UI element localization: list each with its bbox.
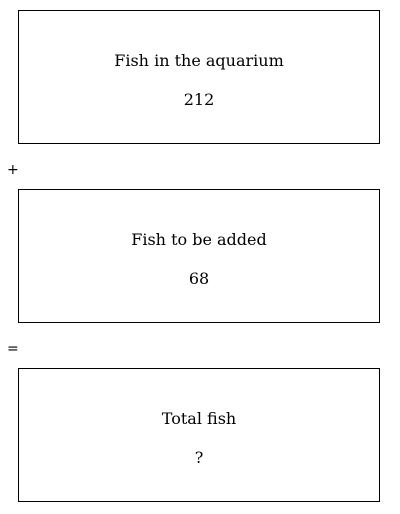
fish-to-be-added-box <box>18 189 380 323</box>
fish-in-aquarium-box <box>18 10 380 144</box>
fish-to-be-added-label: Fish to be added <box>131 230 267 249</box>
fish-to-be-added-value: 68 <box>188 269 210 288</box>
total-fish-label: Total fish <box>161 409 237 428</box>
plus-operator: + <box>7 162 19 178</box>
equals-operator: = <box>7 341 19 357</box>
total-fish-box <box>18 368 380 502</box>
total-fish-value: ? <box>194 448 204 467</box>
fish-in-aquarium-value: 212 <box>183 90 215 109</box>
fish-in-aquarium-label: Fish in the aquarium <box>114 51 284 70</box>
